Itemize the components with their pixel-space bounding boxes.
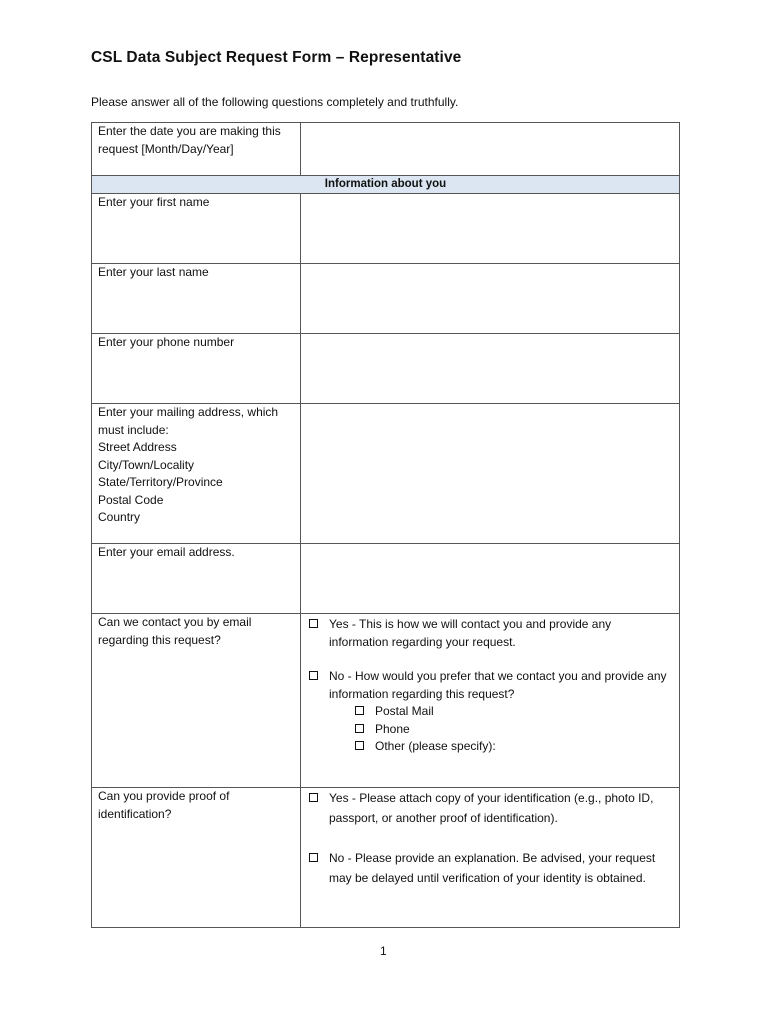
last-name-row <box>92 264 680 334</box>
first-name-input-cell[interactable] <box>301 194 680 264</box>
address-label-country: Country <box>98 510 141 524</box>
request-form-table <box>91 122 680 928</box>
contact-options-cell <box>301 614 680 788</box>
proof-question: Can you provide proof of identification? <box>92 788 301 928</box>
checkbox-icon[interactable] <box>355 706 364 715</box>
proof-no-label: No - Please provide an explanation. Be advised, your request may be delayed until verification of your identity is obtained. <box>329 851 656 885</box>
address-label <box>92 404 301 544</box>
address-label-intro: Enter your mailing address, which must include: <box>98 405 279 437</box>
contact-sub-option-other[interactable] <box>353 738 673 756</box>
address-label-city: City/Town/Locality <box>98 457 195 472</box>
contact-sub-option-postal[interactable] <box>353 703 673 721</box>
contact-yes-label: Yes - This is how we will contact you and provide any information regarding your request. <box>329 617 612 649</box>
proof-no-option[interactable] <box>307 848 673 888</box>
phone-label: Enter your phone number <box>92 334 301 404</box>
email-input-cell[interactable] <box>301 544 680 614</box>
sub-option-label: Other (please specify): <box>375 739 496 753</box>
contact-row <box>92 614 680 788</box>
date-row <box>92 123 680 176</box>
address-label-postal: Postal Code <box>98 492 164 507</box>
contact-question: Can we contact you by email regarding this request? <box>92 614 301 788</box>
section-row <box>92 176 680 194</box>
contact-sub-option-phone[interactable] <box>353 721 673 739</box>
first-name-label: Enter your first name <box>92 194 301 264</box>
checkbox-icon[interactable] <box>309 619 318 628</box>
last-name-input-cell[interactable] <box>301 264 680 334</box>
page-number: 1 <box>380 944 387 958</box>
section-header: Information about you <box>92 176 680 194</box>
address-input-cell[interactable] <box>301 404 680 544</box>
page-title: CSL Data Subject Request Form – Representative <box>91 49 462 66</box>
proof-yes-option[interactable] <box>307 788 673 828</box>
checkbox-icon[interactable] <box>355 741 364 750</box>
contact-yes-option[interactable] <box>307 616 673 651</box>
intro-text: Please answer all of the following questions completely and truthfully. <box>91 95 459 109</box>
address-row <box>92 404 680 544</box>
last-name-label: Enter your last name <box>92 264 301 334</box>
date-input-cell[interactable] <box>301 123 680 176</box>
proof-options-cell <box>301 788 680 928</box>
email-row <box>92 544 680 614</box>
date-label: Enter the date you are making this request [Month/Day/Year] <box>92 123 301 176</box>
proof-yes-label: Yes - Please attach copy of your identification (e.g., photo ID, passport, or another proof of identification). <box>329 791 654 825</box>
checkbox-icon[interactable] <box>309 853 318 862</box>
checkbox-icon[interactable] <box>355 724 364 733</box>
checkbox-icon[interactable] <box>309 793 318 802</box>
contact-no-option[interactable] <box>307 668 673 703</box>
phone-input-cell[interactable] <box>301 334 680 404</box>
sub-option-label: Postal Mail <box>375 704 434 718</box>
first-name-row <box>92 194 680 264</box>
proof-row <box>92 788 680 928</box>
sub-option-label: Phone <box>375 721 410 736</box>
checkbox-icon[interactable] <box>309 671 318 680</box>
address-label-street: Street Address <box>98 440 177 454</box>
phone-row <box>92 334 680 404</box>
address-label-state: State/Territory/Province <box>98 475 223 489</box>
contact-no-label: No - How would you prefer that we contact you and provide any information regarding this request? <box>329 669 667 701</box>
email-label: Enter your email address. <box>92 544 301 614</box>
